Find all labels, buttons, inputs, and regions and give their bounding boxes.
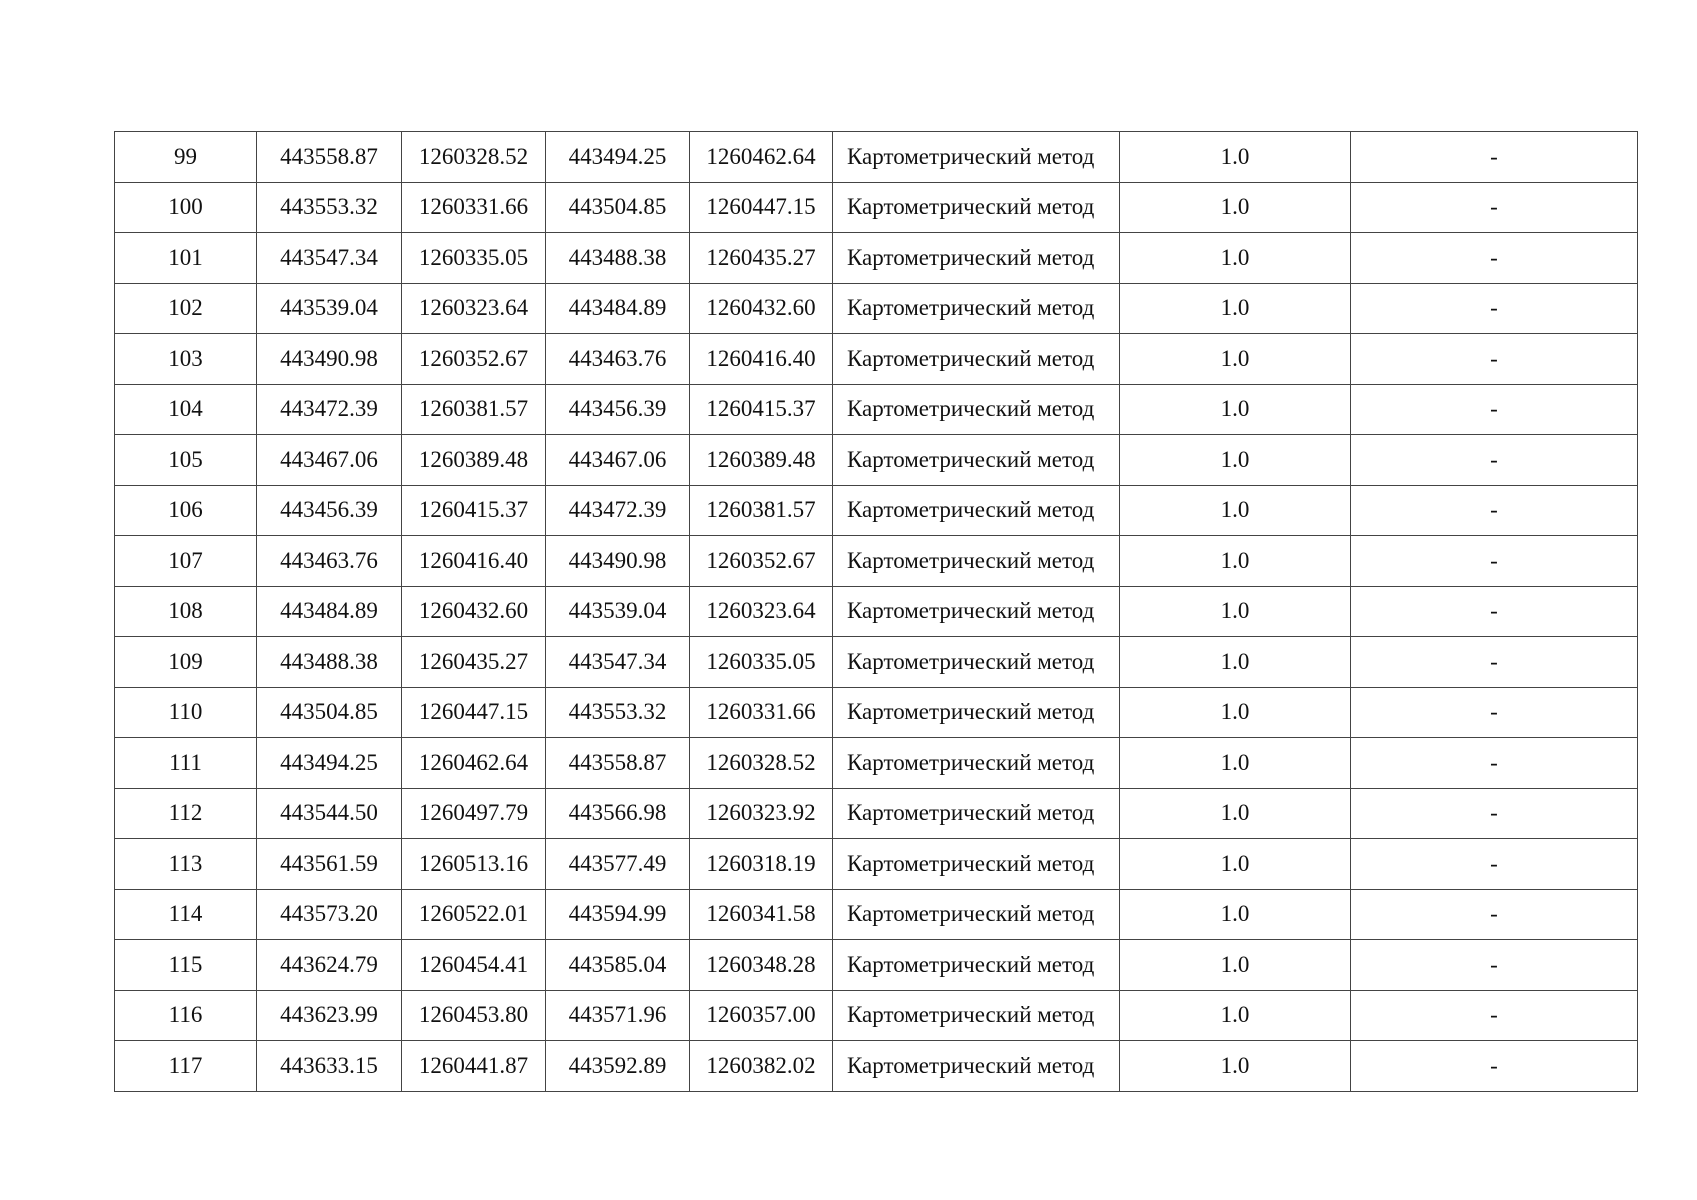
coordinates-table [114,131,1638,1092]
method-cell: Картометрический метод [833,384,1120,435]
y-coordinate-cell: 1260415.37 [402,485,546,536]
accuracy-cell: 1.0 [1120,788,1351,839]
y-coordinate-cell: 1260357.00 [690,990,833,1041]
note-cell: - [1351,132,1638,183]
x-coordinate-cell: 443467.06 [546,435,690,486]
table-row [115,637,1638,688]
table-row [115,738,1638,789]
point-number-cell: 101 [115,233,257,284]
point-number-cell: 106 [115,485,257,536]
note-cell: - [1351,233,1638,284]
x-coordinate-cell: 443494.25 [257,738,402,789]
point-number-cell: 108 [115,586,257,637]
y-coordinate-cell: 1260341.58 [690,889,833,940]
x-coordinate-cell: 443467.06 [257,435,402,486]
y-coordinate-cell: 1260389.48 [690,435,833,486]
method-cell: Картометрический метод [833,586,1120,637]
x-coordinate-cell: 443456.39 [257,485,402,536]
point-number-cell: 116 [115,990,257,1041]
y-coordinate-cell: 1260435.27 [690,233,833,284]
point-number-cell: 112 [115,788,257,839]
y-coordinate-cell: 1260389.48 [402,435,546,486]
method-cell: Картометрический метод [833,687,1120,738]
method-cell: Картометрический метод [833,182,1120,233]
accuracy-cell: 1.0 [1120,637,1351,688]
method-cell: Картометрический метод [833,485,1120,536]
note-cell: - [1351,435,1638,486]
accuracy-cell: 1.0 [1120,1041,1351,1092]
accuracy-cell: 1.0 [1120,738,1351,789]
table-row [115,940,1638,991]
y-coordinate-cell: 1260462.64 [690,132,833,183]
y-coordinate-cell: 1260416.40 [690,334,833,385]
x-coordinate-cell: 443547.34 [257,233,402,284]
method-cell: Картометрический метод [833,1041,1120,1092]
point-number-cell: 103 [115,334,257,385]
x-coordinate-cell: 443623.99 [257,990,402,1041]
x-coordinate-cell: 443463.76 [546,334,690,385]
table-row [115,233,1638,284]
accuracy-cell: 1.0 [1120,990,1351,1041]
y-coordinate-cell: 1260435.27 [402,637,546,688]
point-number-cell: 115 [115,940,257,991]
note-cell: - [1351,788,1638,839]
accuracy-cell: 1.0 [1120,334,1351,385]
x-coordinate-cell: 443488.38 [257,637,402,688]
accuracy-cell: 1.0 [1120,889,1351,940]
x-coordinate-cell: 443585.04 [546,940,690,991]
accuracy-cell: 1.0 [1120,586,1351,637]
y-coordinate-cell: 1260318.19 [690,839,833,890]
note-cell: - [1351,687,1638,738]
method-cell: Картометрический метод [833,283,1120,334]
accuracy-cell: 1.0 [1120,940,1351,991]
table-row [115,1041,1638,1092]
y-coordinate-cell: 1260352.67 [402,334,546,385]
x-coordinate-cell: 443592.89 [546,1041,690,1092]
point-number-cell: 107 [115,536,257,587]
x-coordinate-cell: 443484.89 [546,283,690,334]
x-coordinate-cell: 443561.59 [257,839,402,890]
accuracy-cell: 1.0 [1120,384,1351,435]
note-cell: - [1351,637,1638,688]
x-coordinate-cell: 443472.39 [257,384,402,435]
point-number-cell: 114 [115,889,257,940]
y-coordinate-cell: 1260497.79 [402,788,546,839]
method-cell: Картометрический метод [833,334,1120,385]
method-cell: Картометрический метод [833,990,1120,1041]
note-cell: - [1351,990,1638,1041]
x-coordinate-cell: 443633.15 [257,1041,402,1092]
y-coordinate-cell: 1260328.52 [402,132,546,183]
accuracy-cell: 1.0 [1120,283,1351,334]
x-coordinate-cell: 443472.39 [546,485,690,536]
table-row [115,334,1638,385]
x-coordinate-cell: 443539.04 [257,283,402,334]
x-coordinate-cell: 443553.32 [546,687,690,738]
accuracy-cell: 1.0 [1120,233,1351,284]
note-cell: - [1351,182,1638,233]
x-coordinate-cell: 443463.76 [257,536,402,587]
note-cell: - [1351,738,1638,789]
y-coordinate-cell: 1260348.28 [690,940,833,991]
point-number-cell: 117 [115,1041,257,1092]
note-cell: - [1351,536,1638,587]
accuracy-cell: 1.0 [1120,839,1351,890]
x-coordinate-cell: 443544.50 [257,788,402,839]
point-number-cell: 104 [115,384,257,435]
table-body [115,132,1638,1092]
table-row [115,435,1638,486]
x-coordinate-cell: 443490.98 [546,536,690,587]
accuracy-cell: 1.0 [1120,687,1351,738]
point-number-cell: 111 [115,738,257,789]
table-row [115,788,1638,839]
y-coordinate-cell: 1260335.05 [402,233,546,284]
method-cell: Картометрический метод [833,637,1120,688]
x-coordinate-cell: 443558.87 [257,132,402,183]
note-cell: - [1351,889,1638,940]
x-coordinate-cell: 443594.99 [546,889,690,940]
y-coordinate-cell: 1260352.67 [690,536,833,587]
method-cell: Картометрический метод [833,233,1120,284]
table-row [115,283,1638,334]
point-number-cell: 110 [115,687,257,738]
y-coordinate-cell: 1260432.60 [690,283,833,334]
point-number-cell: 113 [115,839,257,890]
table-row [115,132,1638,183]
y-coordinate-cell: 1260331.66 [690,687,833,738]
y-coordinate-cell: 1260513.16 [402,839,546,890]
x-coordinate-cell: 443490.98 [257,334,402,385]
method-cell: Картометрический метод [833,132,1120,183]
point-number-cell: 109 [115,637,257,688]
table-row [115,485,1638,536]
y-coordinate-cell: 1260323.64 [402,283,546,334]
table-row [115,990,1638,1041]
x-coordinate-cell: 443577.49 [546,839,690,890]
x-coordinate-cell: 443488.38 [546,233,690,284]
x-coordinate-cell: 443494.25 [546,132,690,183]
x-coordinate-cell: 443566.98 [546,788,690,839]
note-cell: - [1351,940,1638,991]
x-coordinate-cell: 443504.85 [257,687,402,738]
y-coordinate-cell: 1260416.40 [402,536,546,587]
method-cell: Картометрический метод [833,435,1120,486]
y-coordinate-cell: 1260381.57 [402,384,546,435]
y-coordinate-cell: 1260335.05 [690,637,833,688]
y-coordinate-cell: 1260328.52 [690,738,833,789]
accuracy-cell: 1.0 [1120,182,1351,233]
y-coordinate-cell: 1260432.60 [402,586,546,637]
x-coordinate-cell: 443624.79 [257,940,402,991]
y-coordinate-cell: 1260454.41 [402,940,546,991]
table-row [115,889,1638,940]
note-cell: - [1351,586,1638,637]
point-number-cell: 100 [115,182,257,233]
y-coordinate-cell: 1260323.64 [690,586,833,637]
x-coordinate-cell: 443484.89 [257,586,402,637]
table-row [115,586,1638,637]
y-coordinate-cell: 1260447.15 [402,687,546,738]
note-cell: - [1351,485,1638,536]
method-cell: Картометрический метод [833,889,1120,940]
table-row [115,687,1638,738]
x-coordinate-cell: 443456.39 [546,384,690,435]
note-cell: - [1351,839,1638,890]
table-row [115,839,1638,890]
point-number-cell: 105 [115,435,257,486]
x-coordinate-cell: 443547.34 [546,637,690,688]
method-cell: Картометрический метод [833,940,1120,991]
y-coordinate-cell: 1260522.01 [402,889,546,940]
x-coordinate-cell: 443553.32 [257,182,402,233]
method-cell: Картометрический метод [833,738,1120,789]
point-number-cell: 99 [115,132,257,183]
accuracy-cell: 1.0 [1120,485,1351,536]
accuracy-cell: 1.0 [1120,132,1351,183]
y-coordinate-cell: 1260381.57 [690,485,833,536]
y-coordinate-cell: 1260382.02 [690,1041,833,1092]
x-coordinate-cell: 443504.85 [546,182,690,233]
y-coordinate-cell: 1260447.15 [690,182,833,233]
note-cell: - [1351,384,1638,435]
x-coordinate-cell: 443558.87 [546,738,690,789]
point-number-cell: 102 [115,283,257,334]
y-coordinate-cell: 1260462.64 [402,738,546,789]
y-coordinate-cell: 1260415.37 [690,384,833,435]
note-cell: - [1351,334,1638,385]
accuracy-cell: 1.0 [1120,536,1351,587]
table-row [115,536,1638,587]
accuracy-cell: 1.0 [1120,435,1351,486]
note-cell: - [1351,1041,1638,1092]
method-cell: Картометрический метод [833,536,1120,587]
x-coordinate-cell: 443571.96 [546,990,690,1041]
note-cell: - [1351,283,1638,334]
y-coordinate-cell: 1260453.80 [402,990,546,1041]
table-row [115,384,1638,435]
x-coordinate-cell: 443539.04 [546,586,690,637]
y-coordinate-cell: 1260331.66 [402,182,546,233]
x-coordinate-cell: 443573.20 [257,889,402,940]
table-row [115,182,1638,233]
y-coordinate-cell: 1260323.92 [690,788,833,839]
method-cell: Картометрический метод [833,839,1120,890]
y-coordinate-cell: 1260441.87 [402,1041,546,1092]
method-cell: Картометрический метод [833,788,1120,839]
